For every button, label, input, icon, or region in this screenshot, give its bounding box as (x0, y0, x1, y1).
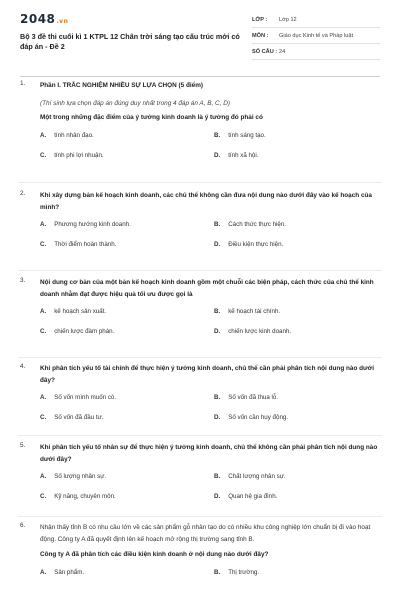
answer-option[interactable]: C. chiến lược đàm phán. (40, 328, 115, 335)
question-stem: Khi xây dựng bản kế hoạch kinh doanh, các chủ thể không cần đưa nội dung nào dưới đây vào kế hoạch của mình? (40, 192, 372, 211)
meta-key: MÔN : (252, 32, 269, 39)
meta-value: Giáo dục Kinh tế và Pháp luật (279, 32, 354, 39)
question-number: 1. (20, 80, 26, 87)
question-number: 6. (20, 522, 26, 529)
answer-option[interactable]: A. Phương hướng kinh doanh. (40, 221, 131, 228)
logo-suffix: .vn (56, 18, 69, 25)
meta-key: SỐ CÂU : (252, 48, 278, 55)
answer-option[interactable]: A. tính nhân đạo. (40, 131, 94, 139)
answer-option[interactable]: A. Số lượng nhân sự. (40, 473, 107, 480)
exam-title: Bộ 3 đề thi cuối kì 1 KTPL 12 Chân trời sáng tạo cấu trúc mới có đáp án - Đề 2 (20, 32, 240, 51)
answer-options (40, 392, 380, 434)
question-number: 5. (20, 442, 26, 449)
answer-option[interactable]: B. Chất lượng nhân sự. (214, 473, 286, 480)
answer-option[interactable]: B. Số vốn đã thua lỗ. (214, 394, 279, 401)
answer-option[interactable]: B. tính sáng tạo. (214, 131, 266, 139)
answer-option[interactable]: D. Quan hệ gia đình. (214, 493, 278, 500)
answer-options (40, 567, 380, 609)
question-body (40, 190, 380, 261)
question-divider (18, 516, 382, 517)
question-body (40, 80, 380, 172)
question-body (40, 363, 380, 434)
question-number: 4. (20, 363, 26, 370)
answer-options (40, 306, 380, 348)
answer-option[interactable]: C. Thời điểm hoàn thành. (40, 241, 117, 248)
answer-option[interactable]: A. Số vốn mình muốn có. (40, 394, 117, 401)
question-stem: Nội dung cơ bản của một bản kế hoạch kinh doanh gồm một chuỗi các biện pháp, cách thức của chủ thể kinh doanh nhằm đạt được hiệu quả tối ưu được gọi là (40, 279, 374, 298)
meta-key: LỚP : (252, 16, 268, 23)
answer-option[interactable]: B. Cách thức thực hiện. (214, 221, 286, 228)
question-context: Nhận thấy tỉnh B có nhu cầu lớn về các sản phẩm gỗ nhân tạo do có nhiều khu công nghiệp lớn chuẩn bị đi vào hoạt động. Công ty A đã quyết định lên kế hoạch mở rộng thị trường sang tỉnh B. (40, 524, 371, 543)
answer-option[interactable]: C. tính phi lợi nhuận. (40, 151, 104, 159)
meta-row-subject (252, 28, 380, 44)
question-stem: Một trong những đặc điểm của ý tưởng kinh doanh là ý tưởng đó phải có (40, 114, 263, 121)
section-heading: Phần I. TRẮC NGHIỆM NHIỀU SỰ LỰA CHỌN (5 điểm) (40, 82, 204, 89)
answer-option[interactable]: D. Điều kiện thực hiện. (214, 241, 284, 248)
header-divider (20, 76, 380, 77)
answer-option[interactable]: C. Kỹ năng, chuyên môn. (40, 493, 116, 500)
meta-row-class (252, 12, 380, 28)
meta-value: 24 (279, 48, 286, 55)
question-number: 3. (20, 277, 26, 284)
answer-options (40, 471, 380, 513)
section-instruction: (Thí sinh lựa chọn đáp án đúng duy nhất trong 4 đáp án A, B, C, D) (40, 99, 230, 107)
meta-value: Lớp 12 (279, 16, 297, 23)
question-divider (18, 357, 382, 358)
exam-meta-table (252, 12, 380, 60)
question-number: 2. (20, 190, 26, 197)
answer-option[interactable]: B. Thị trường. (214, 568, 260, 576)
answer-option[interactable]: A. kế hoạch sản xuất. (40, 308, 107, 315)
question-body (40, 442, 380, 513)
question-stem: Khi phân tích yếu tố nhân sự để thực hiện ý tưởng kinh doanh, chủ thể không cần phải phân tích nội dung nào dưới đây? (40, 444, 378, 463)
question-stem: Khi phân tích yếu tố tài chính để thực hiện ý tưởng kinh doanh, chủ thể cần phải phân tích nội dung nào dưới đây? (40, 365, 374, 384)
answer-options (40, 130, 380, 172)
answer-option[interactable]: D. chiến lược kinh doanh. (214, 328, 292, 335)
meta-row-count (252, 44, 380, 60)
answer-option[interactable]: D. Số vốn cần huy động. (214, 414, 289, 421)
logo-text: 2048 (20, 12, 56, 26)
answer-option[interactable]: C. Số vốn đã đầu tư. (40, 414, 104, 421)
answer-option[interactable]: D. tính xã hội. (214, 151, 259, 159)
answer-option[interactable]: B. kế hoạch tài chính. (214, 308, 281, 315)
answer-option[interactable]: A. Sản phẩm. (40, 568, 85, 576)
question-divider (18, 435, 382, 436)
question-divider (18, 182, 382, 183)
question-divider (18, 270, 382, 271)
question-body (40, 277, 380, 348)
question-body (40, 522, 380, 609)
answer-options (40, 219, 380, 261)
document-header (20, 12, 380, 68)
question-stem: Công ty A đã phân tích các điều kiện kinh doanh ở nội dung nào dưới đây? (40, 551, 269, 558)
